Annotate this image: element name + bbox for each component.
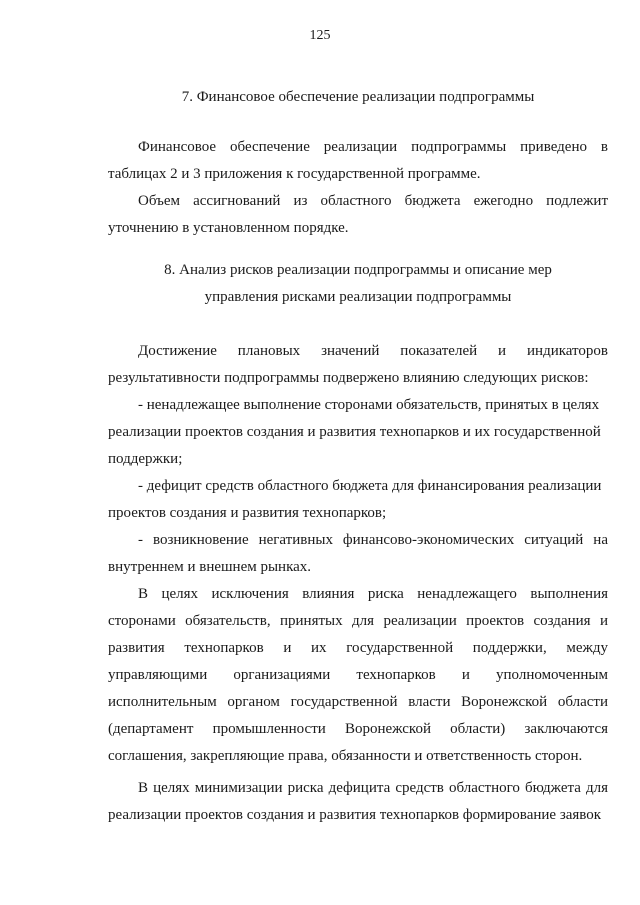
section-8-line-9: внутреннем и внешнем рынках. [108,559,312,575]
section-8-heading-line-2: управления рисками реализации подпрограммы [204,289,512,305]
section-8-line-12: развития технопарков и их государственной поддержки, между [108,640,608,656]
section-8-line-17: В целях минимизации риска дефицита средств областного бюджета для [138,780,608,796]
section-7-line-1: Финансовое обеспечение реализации подпрограммы приведено в [138,139,608,155]
section-8-line-18: реализации проектов создания и развития технопарков формирование заявок [108,807,602,823]
section-8-line-1: Достижение плановых значений показателей и индикаторов [138,343,608,359]
section-8-line-6: - дефицит средств областного бюджета для финансирования реализации [138,478,602,494]
section-7-line-3: Объем ассигнований из областного бюджета ежегодно подлежит [138,193,608,209]
section-7-heading: 7. Финансовое обеспечение реализации подпрограммы [181,89,535,105]
section-8-line-3: - ненадлежащее выполнение сторонами обязательств, принятых в целях [138,397,600,413]
section-8-line-4: реализации проектов создания и развития технопарков и их государственной [108,424,601,440]
section-8-line-2: результативности подпрограммы подвержено влиянию следующих рисков: [108,370,589,386]
section-8-line-13: управляющими организациями технопарков и уполномоченным [108,667,608,683]
section-8-line-8: - возникновение негативных финансово-экономических ситуаций на [138,532,608,548]
page-number: 125 [309,28,331,43]
section-8-line-7: проектов создания и развития технопарков; [108,505,387,521]
section-8-line-5: поддержки; [108,451,183,467]
section-8-line-11: сторонами обязательств, принятых для реализации проектов создания и [108,613,608,629]
section-8-line-14: исполнительным органом государственной власти Воронежской области [108,694,608,710]
section-8-line-16: соглашения, закрепляющие права, обязанности и ответственность сторон. [108,748,583,764]
section-8-line-15: (департамент промышленности Воронежской области) заключаются [108,721,608,737]
section-7-line-2: таблицах 2 и 3 приложения к государственной программе. [108,166,481,182]
section-7-line-4: уточнению в установленном порядке. [108,220,349,236]
section-8-line-10: В целях исключения влияния риска ненадлежащего выполнения [138,586,608,602]
section-8-heading-line-1: 8. Анализ рисков реализации подпрограммы и описание мер [164,262,552,278]
